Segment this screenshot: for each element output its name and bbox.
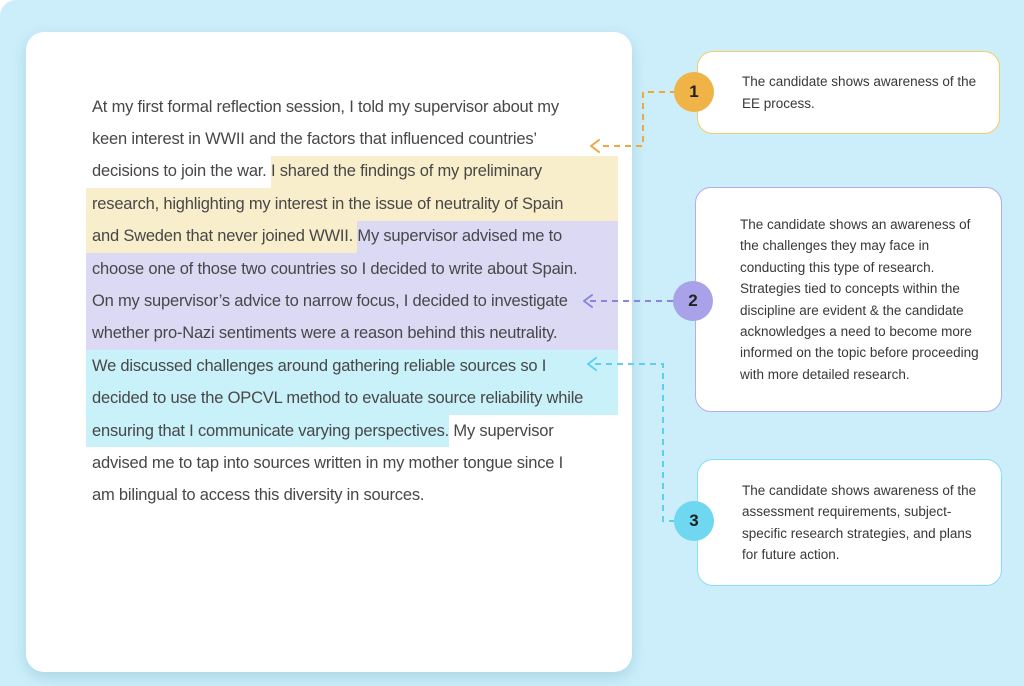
callout-3-note — [697, 459, 1002, 586]
text-line — [92, 123, 618, 155]
callout-2-note — [695, 187, 1002, 412]
text-line — [92, 415, 618, 447]
text-line — [92, 221, 618, 253]
text-line — [92, 350, 618, 382]
document-card — [26, 32, 632, 672]
highlighted-text-yellow: I shared the findings of my preliminary — [271, 156, 618, 188]
text-segment: advised me to tap into sources written in my mother tongue since I — [92, 453, 564, 472]
highlighted-text-yellow: research, highlighting my interest in the issue of neutrality of Spain — [86, 188, 618, 220]
callout-3-text: The candidate shows awareness of the assessment requirements, subject-specific research strategies, and plans for future action. — [742, 482, 977, 562]
text-line — [92, 285, 618, 317]
callout-1-text: The candidate shows awareness of the EE process. — [742, 74, 977, 111]
highlighted-text-purple: My supervisor advised me to — [357, 221, 618, 253]
highlighted-text-cyan: We discussed challenges around gathering reliable sources so I — [86, 350, 618, 382]
text-line — [92, 91, 618, 123]
text-segment: decisions to join the war. — [92, 162, 271, 181]
highlighted-text-purple: choose one of those two countries so I decided to write about Spain. — [86, 253, 618, 285]
callout-2-badge: 2 — [673, 281, 713, 321]
callout-1-badge: 1 — [674, 72, 714, 112]
text-line — [92, 188, 618, 220]
reflection-text — [92, 91, 618, 512]
text-line — [92, 383, 618, 415]
text-segment: keen interest in WWII and the factors that influenced countries’ — [92, 130, 537, 149]
text-line — [92, 253, 618, 285]
callout-3-badge: 3 — [674, 501, 714, 541]
text-line — [92, 156, 618, 188]
highlighted-text-purple: whether pro-Nazi sentiments were a reason behind this neutrality. — [86, 318, 618, 350]
text-segment: At my first formal reflection session, I told my supervisor about my — [92, 97, 559, 116]
highlighted-text-cyan: ensuring that I communicate varying perspectives. — [86, 415, 449, 447]
callout-1-note — [697, 51, 1000, 134]
text-segment: My supervisor — [449, 421, 554, 440]
text-line — [92, 318, 618, 350]
callout-2-text: The candidate shows an awareness of the challenges they may face in conducting this type of research. Strategies tied to concepts within the discipline are evident & the candidate acknowledges a need to become more informed on the topic before proceeding with more detailed research. — [740, 216, 979, 382]
highlighted-text-yellow: and Sweden that never joined WWII. — [86, 221, 357, 253]
text-line — [92, 447, 618, 479]
highlighted-text-cyan: decided to use the OPCVL method to evaluate source reliability while — [86, 383, 618, 415]
highlighted-text-purple: On my supervisor’s advice to narrow focus, I decided to investigate — [86, 285, 618, 317]
text-line — [92, 480, 618, 512]
text-segment: am bilingual to access this diversity in sources. — [92, 486, 425, 505]
